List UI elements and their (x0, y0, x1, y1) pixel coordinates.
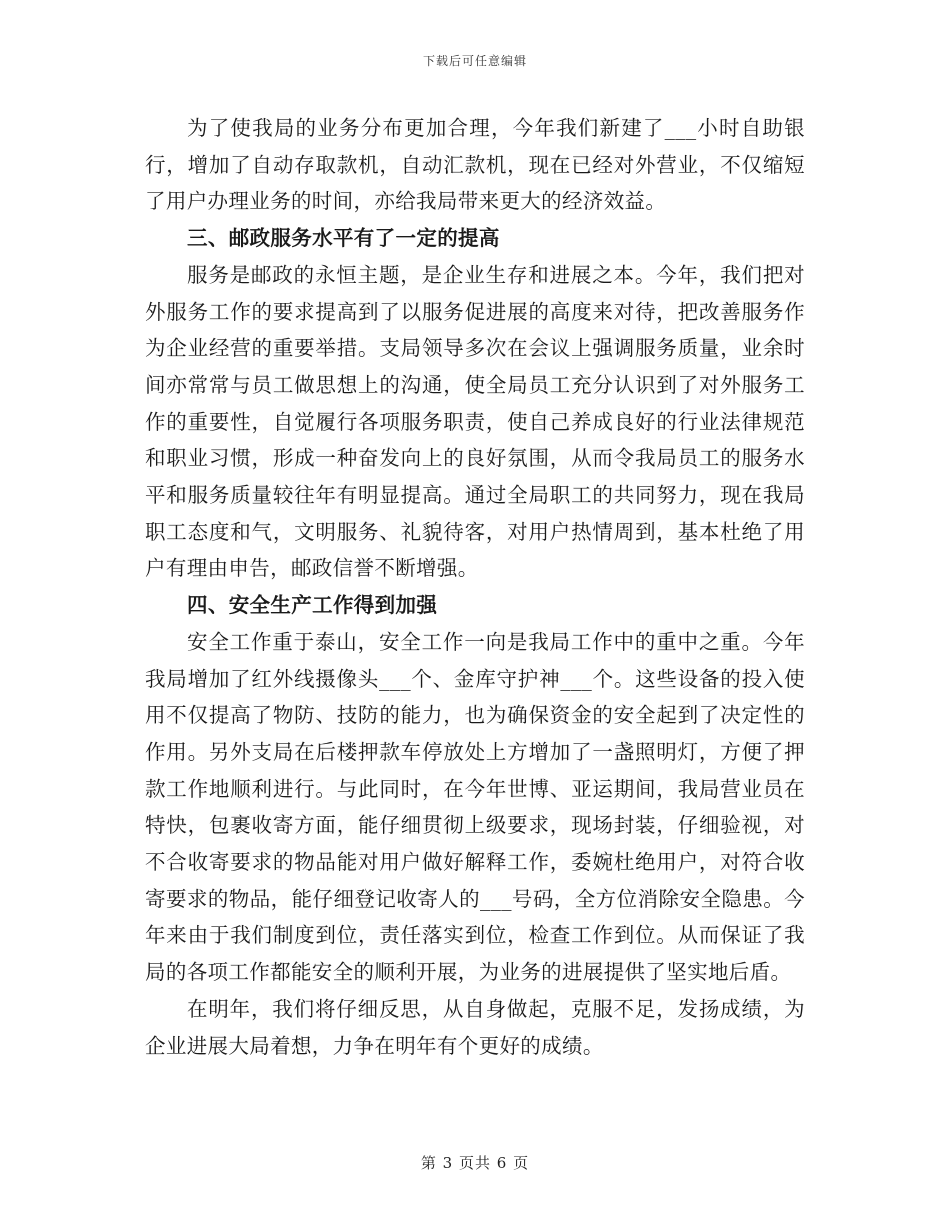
page-header-note: 下载后可任意编辑 (422, 54, 527, 68)
section-heading-service-level: 三、邮政服务水平有了一定的提高 (187, 226, 500, 251)
document-body (145, 110, 805, 1064)
page-number: 第 3 页共 6 页 (420, 1154, 530, 1172)
paragraph-safety-work: 安全工作重于泰山，安全工作一向是我局工作中的重中之重。今年我局增加了红外线摄像头___个、金库守护神___个。这些设备的投入使用不仅提高了物防、技防的能力，也为确保资金的安全起到了决定性的作用。另外支局在后楼押款车停放处上方增加了一盏照明灯，方便了押款工作地顺利进行。与此同时，在今年世博、亚运期间，我局营业员在特快，包裹收寄方面，能仔细贯彻上级要求，现场封装，仔细验视，对不合收寄要求的物品能对用户做好解释工作，委婉杜绝用户，对符合收寄要求的物品，能仔细登记收寄人的___号码，全方位消除安全隐患。今年来由于我们制度到位，责任落实到位，检查工作到位。从而保证了我局的各项工作都能安全的顺利开展，为业务的进展提供了坚实地后盾。 (145, 629, 805, 985)
paragraph-self-service-bank: 为了使我局的业务分布更加合理，今年我们新建了___小时自助银行，增加了自动存取款机，自动汇款机，现在已经对外营业，不仅缩短了用户办理业务的时间，亦给我局带来更大的经济效益。 (145, 116, 805, 214)
section-heading-safety: 四、安全生产工作得到加强 (187, 593, 438, 618)
paragraph-next-year: 在明年，我们将仔细反思，从自身做起，克服不足，发扬成绩，为企业进展大局着想，力争在明年有个更好的成绩。 (145, 996, 805, 1058)
paragraph-service-quality: 服务是邮政的永恒主题，是企业生存和进展之本。今年，我们把对外服务工作的要求提高到了以服务促进展的高度来对待，把改善服务作为企业经营的重要举措。支局领导多次在会议上强调服务质量，业余时间亦常常与员工做思想上的沟通，使全局员工充分认识到了对外服务工作的重要性，自觉履行各项服务职责，使自己养成良好的行业法律规范和职业习惯，形成一种奋发向上的良好氛围，从而令我局员工的服务水平和服务质量较往年有明显提高。通过全局职工的共同努力，现在我局职工态度和气，文明服务、礼貌待客，对用户热情周到，基本杜绝了用户有理由申告，邮政信誉不断增强。 (145, 262, 805, 581)
